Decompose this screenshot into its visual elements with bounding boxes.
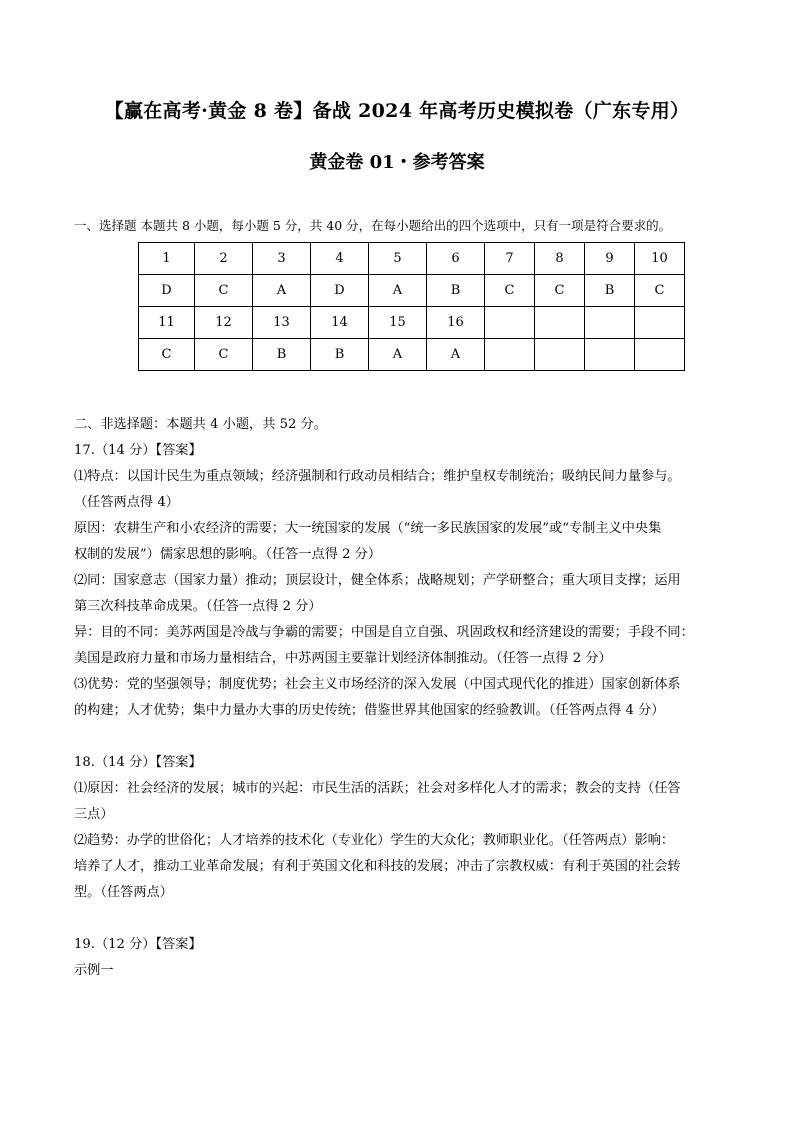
q17-title: 17.（14 分）【答案】: [74, 443, 202, 458]
answer-table-cell: [535, 307, 585, 339]
q19-answer-line: 示例一: [74, 963, 114, 978]
document-title: 【赢在高考·黄金 8 卷】备战 2024 年高考历史模拟卷（广东专用）: [104, 100, 690, 122]
q18-answer-line: 三点）: [74, 807, 114, 822]
answer-table-cell: [635, 339, 685, 371]
answer-table-cell: A: [427, 339, 485, 371]
q17-answer-line: ⑵同：国家意志（国家力量）推动；顶层设计，健全体系；战略规划；产学研整合；重大项目支撑；运用: [74, 573, 681, 588]
answer-table-cell: 15: [369, 307, 427, 339]
q17-answer: [74, 464, 724, 724]
q19-answer: [74, 958, 724, 984]
answer-table: [138, 242, 685, 371]
section1-description: 本题共 8 小题，每小题 5 分，共 40 分，在每小题给出的四个选项中，只有一项是符合要求的。: [140, 218, 672, 233]
answer-table-cell: 12: [195, 307, 253, 339]
q17-answer-line: ⑶优势：党的坚强领导；制度优势；社会主义市场经济的深入发展（中国式现代化的推进）国家创新体系: [74, 677, 681, 692]
answer-table-row: [139, 243, 685, 275]
q17-answer-line: 美国是政府力量和市场力量相结合，中苏两国主要靠计划经济体制推动。（任答一点得 2 分）: [74, 651, 612, 666]
answer-table-cell: C: [635, 275, 685, 307]
answer-table-cell: 10: [635, 243, 685, 275]
answer-table-row: [139, 307, 685, 339]
answer-table-cell: 8: [535, 243, 585, 275]
answer-table-cell: [535, 339, 585, 371]
answer-table-cell: C: [485, 275, 535, 307]
answer-table-cell: C: [195, 339, 253, 371]
answer-table-cell: [485, 339, 535, 371]
answer-table-cell: B: [311, 339, 369, 371]
answer-table-cell: 9: [585, 243, 635, 275]
q18-answer: [74, 776, 724, 906]
answer-table-cell: 7: [485, 243, 535, 275]
answer-table-cell: [485, 307, 535, 339]
answer-table-cell: 16: [427, 307, 485, 339]
section2-heading: 二、非选择题：本题共 4 小题，共 52 分。: [74, 417, 327, 432]
answer-table-cell: A: [369, 339, 427, 371]
q18-answer-line: 培养了人才，推动工业革命发展；有利于英国文化和科技的发展；冲击了宗教权威：有利于英国的社会转: [74, 859, 681, 874]
non-choice-section: [74, 412, 724, 984]
answer-table-row: [139, 275, 685, 307]
answer-table-cell: [635, 307, 685, 339]
q18-answer-line: 型。（任答两点）: [74, 885, 173, 900]
answer-table-cell: 2: [195, 243, 253, 275]
q17-answer-line: 的构建；人才优势；集中力量办大事的历史传统；借鉴世界其他国家的经验教训。（任答两点得 4 分）: [74, 703, 665, 718]
q17-answer-line: 第三次科技革命成果。（任答一点得 2 分）: [74, 599, 322, 614]
answer-table-cell: 1: [139, 243, 195, 275]
document-subtitle: 黄金卷 01・参考答案: [309, 152, 485, 173]
answer-table-cell: 6: [427, 243, 485, 275]
answer-table-cell: A: [369, 275, 427, 307]
answer-table-cell: 5: [369, 243, 427, 275]
answer-table-cell: 3: [253, 243, 311, 275]
answer-table-cell: B: [585, 275, 635, 307]
answer-table-cell: 14: [311, 307, 369, 339]
answer-table-cell: A: [253, 275, 311, 307]
answer-table-cell: D: [139, 275, 195, 307]
answer-table-cell: [585, 339, 635, 371]
answer-table-cell: D: [311, 275, 369, 307]
answer-table-cell: 13: [253, 307, 311, 339]
answer-table-cell: [585, 307, 635, 339]
q17-answer-line: （任答两点得 4）: [74, 495, 179, 510]
answer-table-cell: B: [427, 275, 485, 307]
answer-table-cell: 11: [139, 307, 195, 339]
answer-table-cell: C: [195, 275, 253, 307]
answer-table-cell: C: [139, 339, 195, 371]
section1-heading: [74, 216, 734, 234]
q18-title: 18.（14 分）【答案】: [74, 755, 202, 770]
q17-answer-line: 异：目的不同：美苏两国是冷战与争霸的需要；中国是自立自强、巩固政权和经济建设的需要；手段不同：: [74, 625, 694, 640]
answer-table-cell: 4: [311, 243, 369, 275]
q17-answer-line: 权制的发展”）儒家思想的影响。（任答一点得 2 分）: [74, 547, 382, 562]
answer-table-cell: C: [535, 275, 585, 307]
answer-table-row: [139, 339, 685, 371]
q17-answer-line: ⑴特点：以国计民生为重点领域；经济强制和行政动员相结合；维护皇权专制统治；吸纳民间力量参与。: [74, 469, 681, 484]
section1-label: 一、选择题: [74, 218, 137, 233]
q18-answer-line: ⑴原因：社会经济的发展；城市的兴起：市民生活的活跃；社会对多样化人才的需求；教会的支持（任答: [74, 781, 681, 796]
answer-table-cell: B: [253, 339, 311, 371]
q18-answer-line: ⑵趋势：办学的世俗化；人才培养的技术化（专业化）学生的大众化；教师职业化。（任答两点）影响：: [74, 833, 675, 848]
q17-answer-line: 原因：农耕生产和小农经济的需要；大一统国家的发展（“统一多民族国家的发展”或“专制主义中央集: [74, 521, 662, 536]
q19-title: 19.（12 分）【答案】: [74, 937, 202, 952]
